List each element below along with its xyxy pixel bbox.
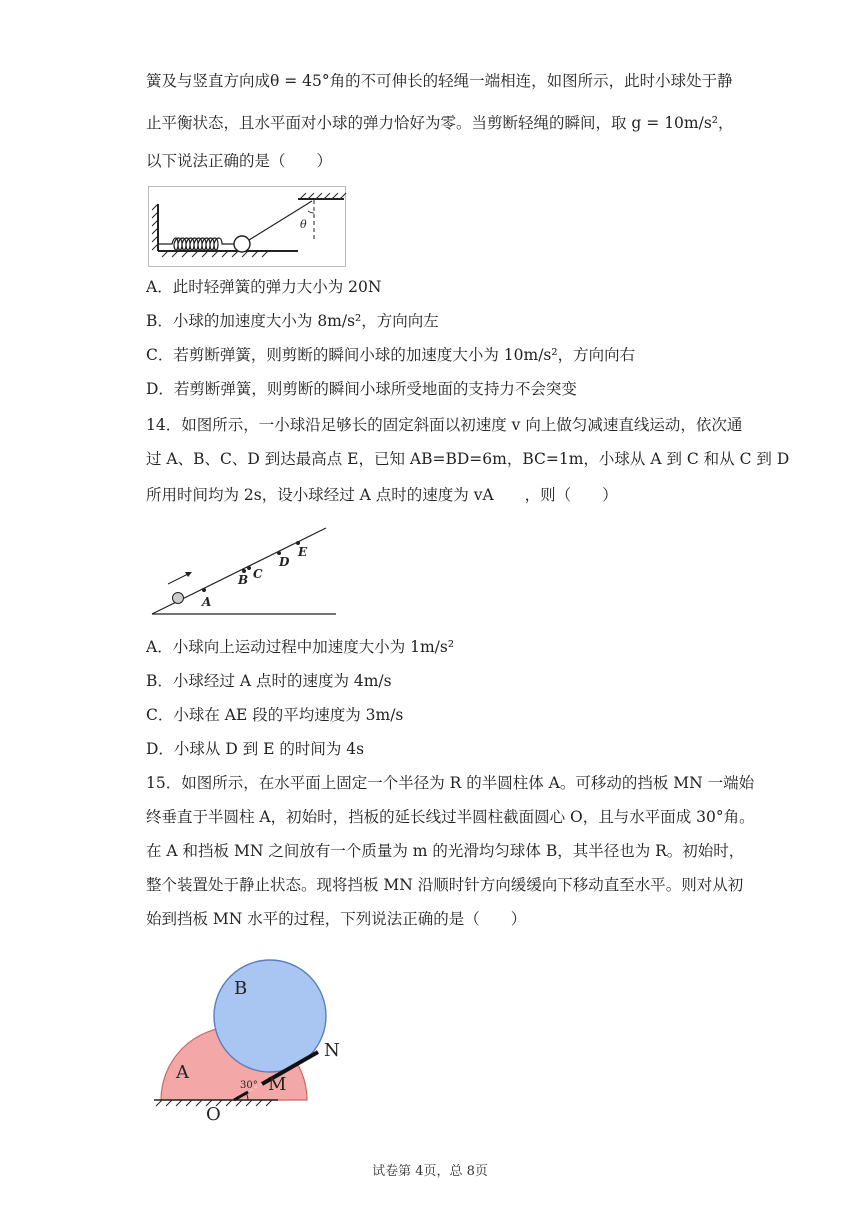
q15-text-line-2: 终垂直于半圆柱 A，初始时，挡板的延长线过半圆柱截面圆心 O，且与水平面成 30°角。	[146, 808, 755, 826]
q15-text-line-5: 始到挡板 MN 水平的过程，下列说法正确的是（ ）	[146, 910, 527, 928]
point-e-label: E	[298, 545, 308, 559]
q14-text-line-1: 14．如图所示，一小球沿足够长的固定斜面以初速度 v 向上做匀减速直线运动，依次通	[146, 416, 743, 434]
q15-sphere-semicylinder-figure	[148, 940, 368, 1140]
point-a-label: A	[202, 595, 212, 609]
label-o: O	[206, 1104, 221, 1125]
point-d-label: D	[279, 555, 290, 569]
q13-option-a: A．此时轻弹簧的弹力大小为 20N	[146, 278, 382, 296]
q15-text-line-4: 整个装置处于静止状态。现将挡板 MN 沿顺时针方向缓缓向下移动直至水平。则对从初	[146, 876, 744, 894]
point-c-label: C	[253, 567, 263, 581]
point-b-label: B	[238, 573, 249, 587]
label-b: B	[234, 978, 248, 999]
label-a: A	[176, 1062, 189, 1083]
q13-text-line-1: 簧及与竖直方向成θ = 45°角的不可伸长的轻绳一端相连，如图所示，此时小球处于静	[146, 72, 733, 90]
q13-text-line-2: 止平衡状态，且水平面对小球的弹力恰好为零。当剪断轻绳的瞬间，取 g = 10m/s²，	[146, 114, 734, 132]
label-n: N	[324, 1040, 340, 1061]
page-footer: 试卷第 4页，总 8页	[372, 1164, 488, 1179]
q13-spring-ball-figure	[148, 186, 348, 268]
q13-text-line-3: 以下说法正确的是（ ）	[146, 152, 333, 170]
q14-text-line-3: 所用时间均为 2s，设小球经过 A 点时的速度为 vA ，则（ ）	[146, 486, 618, 504]
label-m: M	[268, 1074, 287, 1095]
q14-incline-figure	[148, 522, 338, 618]
q14-text-line-2: 过 A、B、C、D 到达最高点 E，已知 AB=BD=6m，BC=1m，小球从 A 到 C 和从 C 到 D	[146, 450, 790, 468]
q13-option-d: D．若剪断弹簧，则剪断的瞬间小球所受地面的支持力不会突变	[146, 380, 577, 398]
angle-label: 30°	[240, 1080, 258, 1091]
q14-option-a: A．小球向上运动过程中加速度大小为 1m/s²	[146, 638, 455, 656]
q14-option-b: B．小球经过 A 点时的速度为 4m/s	[146, 672, 392, 690]
q13-option-b: B．小球的加速度大小为 8m/s²，方向向左	[146, 312, 439, 330]
q15-text-line-3: 在 A 和挡板 MN 之间放有一个质量为 m 的光滑均匀球体 B，其半径也为 R。初始时，	[146, 842, 745, 860]
q15-text-line-1: 15．如图所示，在水平面上固定一个半径为 R 的半圆柱体 A。可移动的挡板 MN 一端始	[146, 774, 755, 792]
q14-option-d: D．小球从 D 到 E 的时间为 4s	[146, 740, 365, 758]
theta-label: θ	[300, 218, 307, 231]
q13-option-c: C．若剪断弹簧，则剪断的瞬间小球的加速度大小为 10m/s²，方向向右	[146, 346, 636, 364]
q14-option-c: C．小球在 AE 段的平均速度为 3m/s	[146, 706, 404, 724]
